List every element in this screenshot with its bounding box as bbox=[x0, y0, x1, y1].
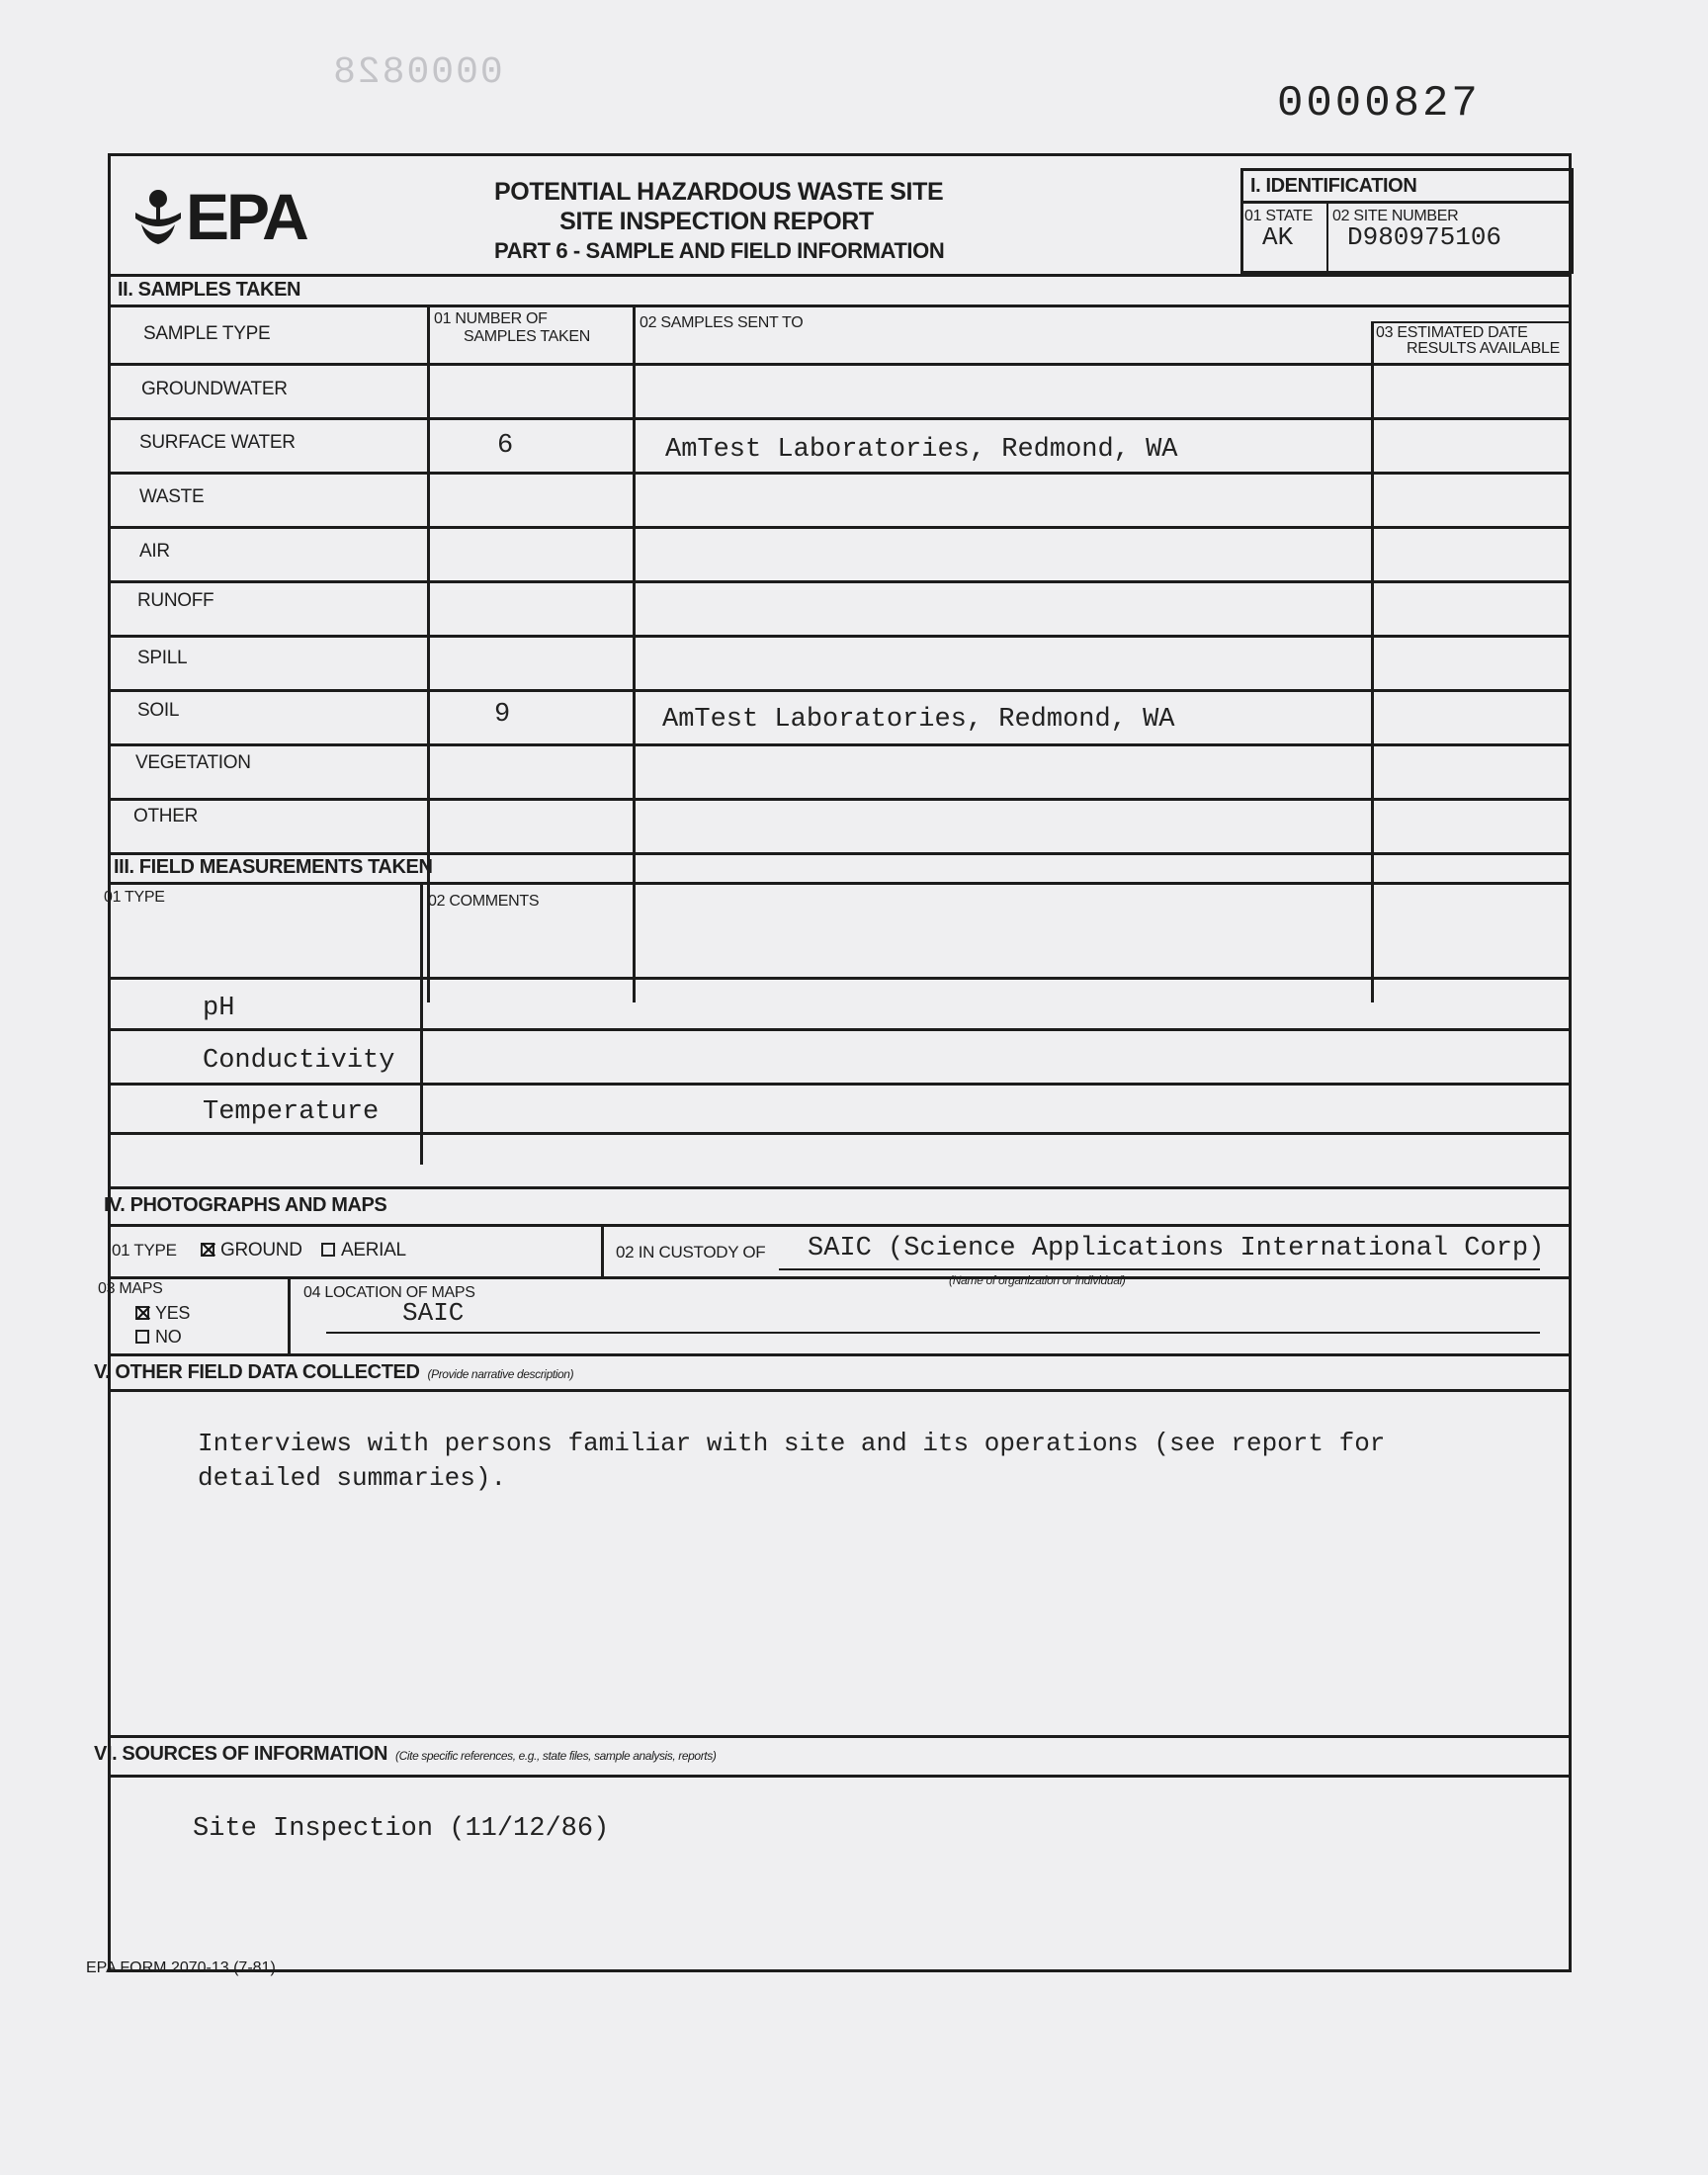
col-samples-sent: 02 SAMPLES SENT TO bbox=[640, 314, 804, 331]
state-value: AK bbox=[1262, 222, 1294, 252]
map-location-label: 04 LOCATION OF MAPS bbox=[303, 1284, 475, 1301]
map-location-value: SAIC bbox=[402, 1298, 465, 1328]
photos-maps-heading: IV. PHOTOGRAPHS AND MAPS bbox=[104, 1194, 387, 1216]
document-number: 0000827 bbox=[1277, 79, 1481, 129]
custody-caption: (Name of organization or individual) bbox=[949, 1273, 1126, 1287]
epa-flower-icon bbox=[131, 187, 185, 248]
sample-type-vegetation: VEGETATION bbox=[135, 752, 251, 773]
form-title: POTENTIAL HAZARDOUS WASTE SITE bbox=[494, 178, 944, 206]
sample-type-waste: WASTE bbox=[139, 486, 205, 507]
col-date-line2: RESULTS AVAILABLE bbox=[1407, 340, 1560, 357]
form-subtitle: SITE INSPECTION REPORT bbox=[559, 208, 874, 235]
col-date-line1: 03 ESTIMATED DATE bbox=[1376, 324, 1528, 341]
sample-count-soil: 9 bbox=[494, 700, 511, 730]
sources-heading bbox=[94, 1743, 716, 1766]
form-footer: EPA FORM 2070-13 (7-81) bbox=[86, 1959, 276, 1976]
sample-type-runoff: RUNOFF bbox=[137, 590, 214, 611]
field-measurements-heading: III. FIELD MEASUREMENTS TAKEN bbox=[114, 856, 433, 878]
site-number-label: 02 SITE NUMBER bbox=[1332, 208, 1459, 224]
maps-yes-option[interactable] bbox=[135, 1303, 190, 1324]
col-number-line2: SAMPLES TAKEN bbox=[464, 328, 590, 345]
ground-label: GROUND bbox=[220, 1240, 302, 1261]
site-number-value: D980975106 bbox=[1347, 222, 1502, 252]
other-data-heading bbox=[94, 1361, 573, 1384]
sample-lab-soil: AmTest Laboratories, Redmond, WA bbox=[662, 705, 1175, 735]
aerial-label: AERIAL bbox=[341, 1240, 406, 1261]
maps-no-checkbox[interactable] bbox=[135, 1330, 149, 1344]
aerial-checkbox[interactable] bbox=[321, 1243, 335, 1257]
inspection-form bbox=[84, 153, 1572, 1972]
sources-heading-text: VI. SOURCES OF INFORMATION bbox=[94, 1743, 388, 1765]
other-data-note: (Provide narrative description) bbox=[427, 1367, 574, 1381]
other-data-line2: detailed summaries). bbox=[198, 1463, 507, 1493]
other-data-line1: Interviews with persons familiar with site and its operations (see report for bbox=[198, 1429, 1386, 1458]
sample-type-spill: SPILL bbox=[137, 648, 188, 668]
sample-lab-surface-water: AmTest Laboratories, Redmond, WA bbox=[665, 435, 1178, 465]
sample-type-other: OTHER bbox=[133, 806, 199, 826]
identification-heading: I. IDENTIFICATION bbox=[1250, 175, 1417, 197]
aerial-option[interactable] bbox=[321, 1240, 406, 1262]
custody-value: SAIC (Science Applications International Corp) bbox=[808, 1234, 1545, 1263]
other-data-heading-text: V. OTHER FIELD DATA COLLECTED bbox=[94, 1361, 420, 1383]
measurement-temperature: Temperature bbox=[203, 1097, 380, 1127]
col-number-line1: 01 NUMBER OF bbox=[434, 310, 548, 327]
custody-label: 02 IN CUSTODY OF bbox=[616, 1243, 766, 1262]
measurement-conductivity: Conductivity bbox=[203, 1046, 395, 1076]
col-field-type: 01 TYPE bbox=[104, 889, 165, 906]
col-field-comments: 02 COMMENTS bbox=[428, 893, 540, 910]
sample-type-soil: SOIL bbox=[137, 700, 180, 721]
sample-type-surface-water: SURFACE WATER bbox=[139, 432, 296, 453]
state-label: 01 STATE bbox=[1244, 208, 1314, 224]
form-part-title: PART 6 - SAMPLE AND FIELD INFORMATION bbox=[494, 238, 945, 263]
sources-value: Site Inspection (11/12/86) bbox=[193, 1814, 610, 1844]
col-sample-type: SAMPLE TYPE bbox=[143, 323, 271, 344]
maps-label: 03 MAPS bbox=[98, 1280, 163, 1297]
samples-heading: II. SAMPLES TAKEN bbox=[118, 279, 301, 301]
epa-logo bbox=[131, 180, 319, 253]
photo-type-label: 01 TYPE bbox=[112, 1241, 177, 1260]
sample-type-groundwater: GROUNDWATER bbox=[141, 379, 288, 399]
epa-logo-text: EPA bbox=[186, 180, 306, 253]
maps-yes-label: YES bbox=[155, 1303, 191, 1323]
sample-count-surface-water: 6 bbox=[497, 431, 514, 461]
maps-no-option[interactable] bbox=[135, 1327, 181, 1348]
maps-yes-checkbox[interactable] bbox=[135, 1306, 149, 1320]
measurement-ph: pH bbox=[203, 994, 235, 1023]
ground-checkbox[interactable] bbox=[201, 1243, 214, 1257]
maps-no-label: NO bbox=[155, 1327, 182, 1347]
sources-note: (Cite specific references, e.g., state files, sample analysis, reports) bbox=[395, 1749, 717, 1763]
sample-type-air: AIR bbox=[139, 541, 170, 562]
bleed-through-number: 0000828 bbox=[331, 51, 503, 94]
ground-option[interactable] bbox=[201, 1240, 302, 1262]
